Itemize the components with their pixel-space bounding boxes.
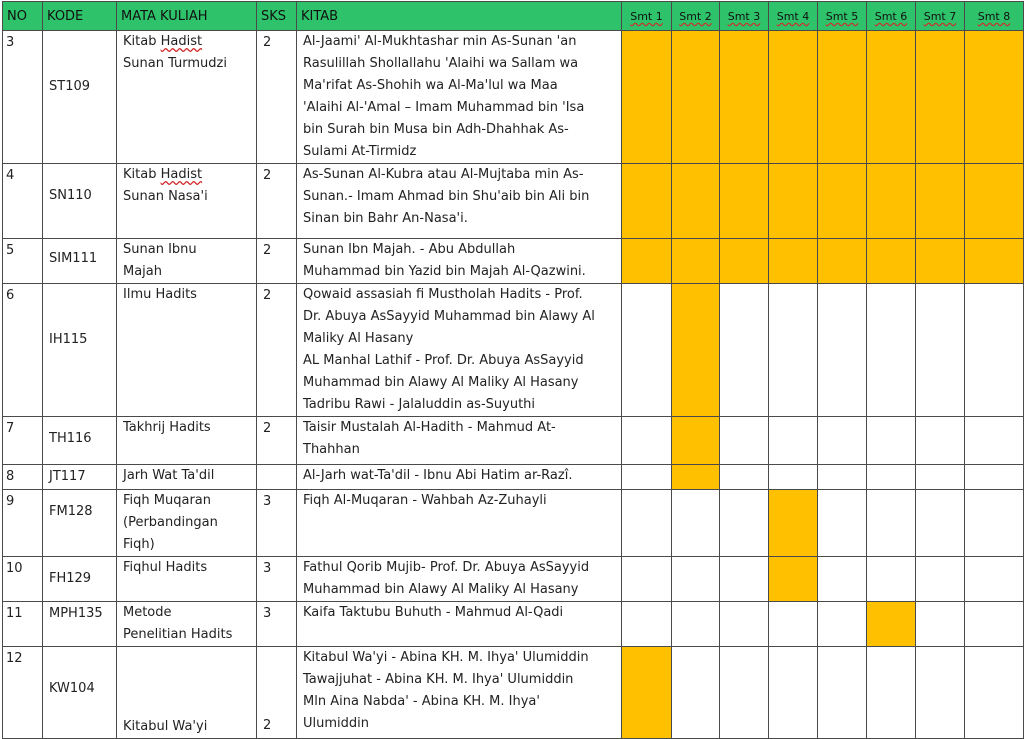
row-no: 8	[3, 465, 43, 490]
kitab-line: Muhammad bin Alawy Al Maliky Al Hasany	[303, 582, 579, 597]
mata-kuliah-line: Sunan Nasa'i	[123, 189, 208, 204]
row-no: 7	[3, 417, 43, 465]
semester-cell-2	[672, 284, 720, 417]
table-row	[3, 490, 1024, 557]
table-row	[3, 465, 1024, 490]
semester-cell-2	[672, 647, 720, 739]
kitab-line: bin Surah bin Musa bin Adh-Dhahhak As-	[303, 122, 569, 137]
row-mata-kuliah	[117, 465, 257, 490]
semester-cell-3	[720, 647, 769, 739]
row-kode-text: TH116	[49, 431, 92, 446]
semester-cell-1	[622, 239, 672, 284]
kitab-line: Al-Jaami' Al-Mukhtashar min As-Sunan 'an	[303, 34, 577, 49]
semester-cell-8	[965, 284, 1024, 417]
row-sks: 2	[257, 284, 297, 417]
semester-cell-7	[916, 465, 965, 490]
semester-cell-6	[867, 239, 916, 284]
row-kode	[43, 557, 117, 602]
table-row	[3, 239, 1024, 284]
kitab-line: 'Alaihi Al-'Amal – Imam Muhammad bin 'Isa	[303, 100, 585, 115]
semester-cell-8	[965, 557, 1024, 602]
semester-cell-3	[720, 239, 769, 284]
kitab-line: Maliky Al Hasany	[303, 331, 414, 346]
header-kode: KODE	[43, 2, 117, 31]
kitab-line: Rasulillah Shollallahu 'Alaihi wa Sallam wa	[303, 56, 579, 71]
semester-cell-3	[720, 164, 769, 239]
semester-cell-4	[769, 417, 818, 465]
semester-cell-5	[818, 284, 867, 417]
semester-cell-5	[818, 602, 867, 647]
curriculum-table	[2, 1, 1024, 739]
semester-cell-5	[818, 647, 867, 739]
semester-cell-8	[965, 417, 1024, 465]
header-no: NO	[3, 2, 43, 31]
row-kitab	[297, 417, 622, 465]
semester-cell-4	[769, 602, 818, 647]
semester-cell-3	[720, 417, 769, 465]
row-no: 11	[3, 602, 43, 647]
mata-kuliah-line: Takhrij Hadits	[123, 420, 211, 435]
mata-kuliah-line: Ilmu Hadits	[123, 287, 197, 302]
table-row	[3, 557, 1024, 602]
semester-cell-7	[916, 164, 965, 239]
table-row	[3, 602, 1024, 647]
semester-cell-1	[622, 284, 672, 417]
semester-cell-4	[769, 490, 818, 557]
row-kode-text: SN110	[49, 188, 92, 203]
row-mata-kuliah	[117, 31, 257, 164]
header-smt-1: Smt 1	[622, 2, 672, 31]
row-kode-text: JT117	[49, 469, 86, 484]
row-sks: 2	[257, 417, 297, 465]
kitab-line: Sunan Ibn Majah. - Abu Abdullah	[303, 242, 516, 257]
semester-cell-2	[672, 490, 720, 557]
row-kode-text: FH129	[49, 571, 92, 586]
header-smt-5: Smt 5	[818, 2, 867, 31]
row-kitab	[297, 31, 622, 164]
header-smt-2: Smt 2	[672, 2, 720, 31]
row-sks	[257, 465, 297, 490]
semester-cell-6	[867, 465, 916, 490]
kitab-line: Muhammad bin Alawy Al Maliky Al Hasany	[303, 375, 579, 390]
row-kitab	[297, 602, 622, 647]
kitab-line: Muhammad bin Yazid bin Majah Al-Qazwini.	[303, 264, 586, 279]
mata-kuliah-line: Jarh Wat Ta'dil	[123, 468, 215, 483]
mata-kuliah-line: Kitab Hadist	[123, 34, 203, 49]
row-kitab	[297, 465, 622, 490]
table-row	[3, 647, 1024, 739]
semester-cell-2	[672, 164, 720, 239]
semester-cell-6	[867, 284, 916, 417]
semester-cell-3	[720, 490, 769, 557]
semester-cell-1	[622, 490, 672, 557]
row-no: 9	[3, 490, 43, 557]
semester-cell-5	[818, 164, 867, 239]
header-kitab: KITAB	[297, 2, 622, 31]
header-smt-3: Smt 3	[720, 2, 769, 31]
semester-cell-5	[818, 465, 867, 490]
kitab-line: Fiqh Al-Muqaran - Wahbah Az-Zuhayli	[303, 493, 547, 508]
table-row	[3, 31, 1024, 164]
row-no: 3	[3, 31, 43, 164]
header-smt-6: Smt 6	[867, 2, 916, 31]
row-kode-text: MPH135	[49, 606, 103, 621]
semester-cell-2	[672, 602, 720, 647]
kitab-line: Taisir Mustalah Al-Hadith - Mahmud At-	[303, 420, 556, 435]
semester-cell-6	[867, 602, 916, 647]
row-sks: 3	[257, 490, 297, 557]
row-sks: 2	[257, 31, 297, 164]
row-kitab	[297, 284, 622, 417]
mata-kuliah-line: Fiqh Muqaran	[123, 493, 211, 508]
semester-cell-8	[965, 31, 1024, 164]
kitab-line: Kaifa Taktubu Buhuth - Mahmud Al-Qadi	[303, 605, 564, 620]
semester-cell-4	[769, 465, 818, 490]
mata-kuliah-line: Sunan Turmudzi	[123, 56, 227, 71]
row-mata-kuliah	[117, 557, 257, 602]
row-kode	[43, 164, 117, 239]
header-mata-kuliah: MATA KULIAH	[117, 2, 257, 31]
row-kode	[43, 647, 117, 739]
table-row	[3, 284, 1024, 417]
semester-cell-5	[818, 31, 867, 164]
semester-cell-3	[720, 465, 769, 490]
mata-kuliah-line: Sunan Ibnu	[123, 242, 197, 257]
semester-cell-1	[622, 31, 672, 164]
mata-kuliah-line: Kitabul Wa'yi	[123, 719, 208, 734]
row-no: 12	[3, 647, 43, 739]
semester-cell-7	[916, 557, 965, 602]
row-kode-text: SIM111	[49, 251, 98, 266]
row-kitab	[297, 490, 622, 557]
semester-cell-5	[818, 417, 867, 465]
mata-kuliah-line: Majah	[123, 264, 162, 279]
semester-cell-8	[965, 602, 1024, 647]
semester-cell-7	[916, 490, 965, 557]
row-kode	[43, 465, 117, 490]
semester-cell-7	[916, 647, 965, 739]
row-kode-text: IH115	[49, 332, 88, 347]
semester-cell-4	[769, 239, 818, 284]
row-mata-kuliah	[117, 239, 257, 284]
semester-cell-5	[818, 490, 867, 557]
semester-cell-6	[867, 31, 916, 164]
mata-kuliah-line: Fiqhul Hadits	[123, 560, 208, 575]
row-kitab	[297, 164, 622, 239]
row-mata-kuliah	[117, 602, 257, 647]
row-kode-text: KW104	[49, 681, 95, 696]
semester-cell-6	[867, 557, 916, 602]
semester-cell-4	[769, 647, 818, 739]
kitab-line: As-Sunan Al-Kubra atau Al-Mujtaba min As-	[303, 167, 584, 182]
table-header-row	[3, 2, 1024, 31]
semester-cell-7	[916, 239, 965, 284]
semester-cell-2	[672, 465, 720, 490]
row-mata-kuliah	[117, 164, 257, 239]
semester-cell-1	[622, 557, 672, 602]
row-kode	[43, 602, 117, 647]
row-no: 4	[3, 164, 43, 239]
header-smt-4: Smt 4	[769, 2, 818, 31]
row-kitab	[297, 239, 622, 284]
row-kitab	[297, 557, 622, 602]
semester-cell-6	[867, 490, 916, 557]
mata-kuliah-line: Penelitian Hadits	[123, 627, 233, 642]
kitab-line: Thahhan	[303, 442, 360, 457]
row-sks: 3	[257, 602, 297, 647]
semester-cell-7	[916, 31, 965, 164]
header-sks: SKS	[257, 2, 297, 31]
row-mata-kuliah	[117, 647, 257, 739]
semester-cell-4	[769, 284, 818, 417]
semester-cell-4	[769, 557, 818, 602]
row-mata-kuliah	[117, 490, 257, 557]
row-kode	[43, 490, 117, 557]
row-kode-text: FM128	[49, 504, 93, 519]
semester-cell-1	[622, 164, 672, 239]
semester-cell-2	[672, 557, 720, 602]
semester-cell-2	[672, 31, 720, 164]
row-no: 10	[3, 557, 43, 602]
semester-cell-1	[622, 465, 672, 490]
row-mata-kuliah	[117, 284, 257, 417]
semester-cell-5	[818, 557, 867, 602]
row-kode	[43, 417, 117, 465]
table-row	[3, 164, 1024, 239]
semester-cell-7	[916, 284, 965, 417]
kitab-line: Al-Jarh wat-Ta'dil - Ibnu Abi Hatim ar-Razî.	[303, 468, 573, 483]
semester-cell-1	[622, 602, 672, 647]
mata-kuliah-line: Metode	[123, 605, 172, 620]
kitab-line: Sunan.- Imam Ahmad bin Shu'aib bin Ali bin	[303, 189, 590, 204]
semester-cell-7	[916, 602, 965, 647]
semester-cell-4	[769, 164, 818, 239]
row-sks: 2	[257, 647, 297, 739]
table-row	[3, 417, 1024, 465]
kitab-line: Tadribu Rawi - Jalaluddin as-Suyuthi	[303, 397, 536, 412]
kitab-line: Fathul Qorib Mujib- Prof. Dr. Abuya AsSayyid	[303, 560, 590, 575]
semester-cell-1	[622, 417, 672, 465]
semester-cell-8	[965, 239, 1024, 284]
kitab-line: Sinan bin Bahr An-Nasa'i.	[303, 211, 468, 226]
semester-cell-5	[818, 239, 867, 284]
semester-cell-6	[867, 647, 916, 739]
kitab-line: AL Manhal Lathif - Prof. Dr. Abuya AsSayyid	[303, 353, 584, 368]
header-smt-8: Smt 8	[965, 2, 1024, 31]
row-no: 5	[3, 239, 43, 284]
row-sks: 3	[257, 557, 297, 602]
semester-cell-4	[769, 31, 818, 164]
kitab-line: Kitabul Wa'yi - Abina KH. M. Ihya' Ulumiddin	[303, 650, 589, 665]
semester-cell-2	[672, 417, 720, 465]
row-kode	[43, 31, 117, 164]
semester-cell-1	[622, 647, 672, 739]
semester-cell-3	[720, 557, 769, 602]
semester-cell-6	[867, 164, 916, 239]
kitab-line: Mln Aina Nabda' - Abina KH. M. Ihya'	[303, 694, 540, 709]
kitab-line: Sulami At-Tirmidz	[303, 144, 417, 159]
row-sks: 2	[257, 164, 297, 239]
semester-cell-8	[965, 490, 1024, 557]
semester-cell-3	[720, 31, 769, 164]
semester-cell-8	[965, 164, 1024, 239]
header-smt-7: Smt 7	[916, 2, 965, 31]
semester-cell-8	[965, 465, 1024, 490]
semester-cell-6	[867, 417, 916, 465]
semester-cell-7	[916, 417, 965, 465]
mata-kuliah-line: Kitab Hadist	[123, 167, 203, 182]
row-kode	[43, 239, 117, 284]
semester-cell-3	[720, 284, 769, 417]
row-mata-kuliah	[117, 417, 257, 465]
row-sks: 2	[257, 239, 297, 284]
semester-cell-8	[965, 647, 1024, 739]
kitab-line: Ulumiddin	[303, 716, 369, 731]
semester-cell-2	[672, 239, 720, 284]
row-kitab	[297, 647, 622, 739]
row-kode-text: ST109	[49, 79, 91, 94]
kitab-line: Tawajjuhat - Abina KH. M. Ihya' Ulumiddin	[303, 672, 574, 687]
semester-cell-3	[720, 602, 769, 647]
kitab-line: Dr. Abuya AsSayyid Muhammad bin Alawy Al	[303, 309, 595, 324]
row-kode	[43, 284, 117, 417]
mata-kuliah-line: Fiqh)	[123, 537, 155, 552]
kitab-line: Qowaid assasiah fi Mustholah Hadits - Prof.	[303, 287, 583, 302]
mata-kuliah-line: (Perbandingan	[123, 515, 218, 530]
row-no: 6	[3, 284, 43, 417]
kitab-line: Ma'rifat As-Shohih wa Al-Ma'lul wa Maa	[303, 78, 558, 93]
